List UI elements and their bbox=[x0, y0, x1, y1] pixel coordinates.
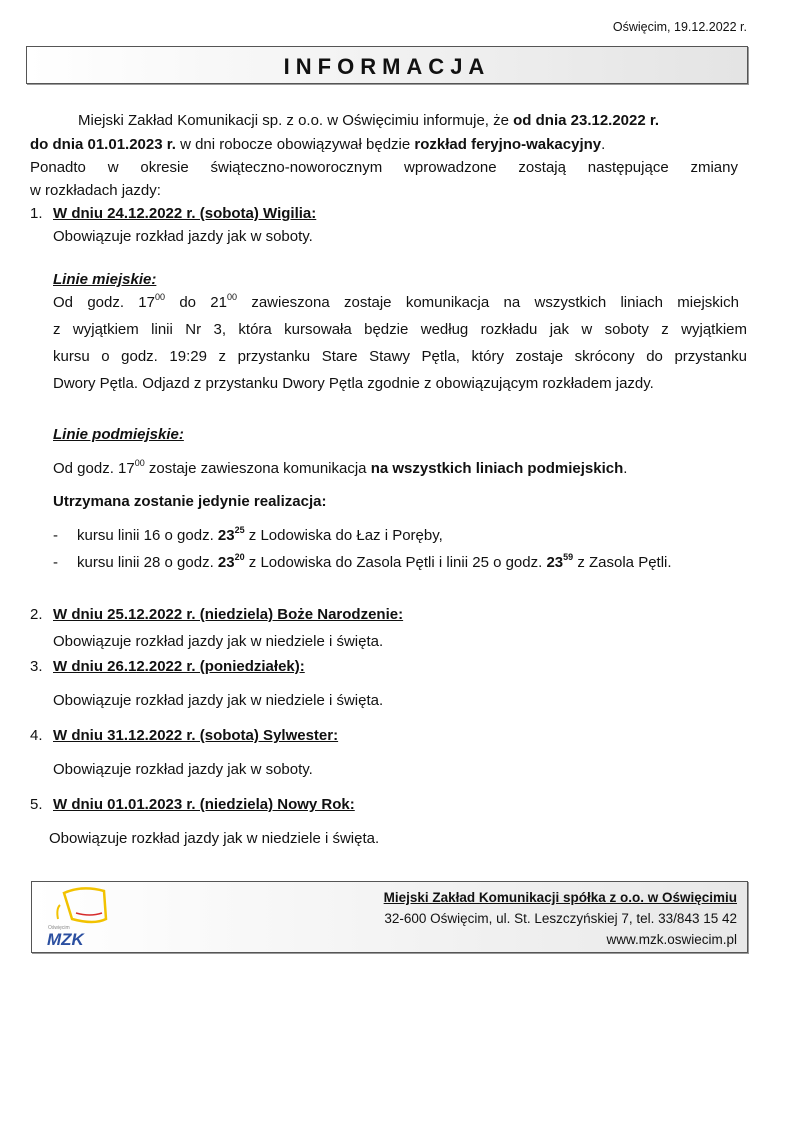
bullet-dash: - bbox=[53, 554, 58, 571]
miejskie-line-2: z wyjątkiem linii Nr 3, która kursowała będzie według rozkładu jak w soboty z wyjątkiem bbox=[53, 321, 747, 338]
text: zawieszona zostaje komunikacja na wszystkich liniach miejskich bbox=[237, 294, 739, 311]
title-banner bbox=[26, 46, 748, 84]
text: z Zasola Pętli. bbox=[573, 554, 672, 571]
intro-text: Miejski Zakład Komunikacji sp. z o.o. w Oświęcimiu informuje, że bbox=[78, 112, 514, 129]
logo-text: MZK bbox=[47, 930, 84, 949]
text: Od godz. 17 bbox=[53, 460, 135, 477]
item-2-number: 2. bbox=[30, 606, 43, 623]
text: z Lodowiska do Zasola Pętli i linii 25 o godz. bbox=[244, 554, 547, 571]
miejskie-line-4: Dwory Pętla. Odjazd z przystanku Dwory Pętla zgodnie z obowiązującym rozkładem jazdy. bbox=[53, 375, 654, 392]
item-2-text: Obowiązuje rozkład jazdy jak w niedziele i święta. bbox=[53, 633, 384, 650]
item-5-text: Obowiązuje rozkład jazdy jak w niedziele i święta. bbox=[49, 830, 380, 847]
footer-box bbox=[31, 881, 748, 953]
minutes: 59 bbox=[563, 552, 574, 562]
hour: 23 bbox=[217, 554, 235, 571]
intro-text: . bbox=[601, 136, 606, 153]
podmiejskie-subheading: Utrzymana zostanie jedynie realizacja: bbox=[53, 493, 327, 510]
bullet-2 bbox=[77, 552, 672, 573]
minutes: 25 bbox=[234, 525, 245, 535]
text: Od godz. 17 bbox=[53, 294, 155, 311]
footer-address: 32-600 Oświęcim, ul. St. Leszczyńskiej 7, tel. 33/843 15 42 bbox=[384, 911, 737, 926]
intro-schedule-type: rozkład feryjno-wakacyjny bbox=[414, 136, 602, 153]
miejskie-line-3: kursu o godz. 19:29 z przystanku Stare Stawy Pętla, który zostaje skrócony do przystanku bbox=[53, 348, 747, 365]
podmiejskie-heading: Linie podmiejskie: bbox=[53, 426, 184, 443]
item-5-number: 5. bbox=[30, 796, 43, 813]
item-4-number: 4. bbox=[30, 727, 43, 744]
item-3-heading: W dniu 26.12.2022 r. (poniedziałek): bbox=[53, 658, 305, 675]
item-2-heading: W dniu 25.12.2022 r. (niedziela) Boże Narodzenie: bbox=[53, 606, 404, 623]
text: zostaje zawieszona komunikacja bbox=[144, 460, 371, 477]
intro-date-from: od dnia 23.12.2022 r. bbox=[513, 112, 660, 129]
bullet-dash: - bbox=[53, 527, 58, 544]
intro-line-2 bbox=[30, 134, 605, 155]
miejskie-line-1 bbox=[53, 292, 739, 313]
bullet-1 bbox=[77, 525, 443, 546]
item-3-text: Obowiązuje rozkład jazdy jak w niedziele i święta. bbox=[53, 692, 384, 709]
logo-city: Oświęcim bbox=[48, 925, 70, 931]
item-4-text: Obowiązuje rozkład jazdy jak w soboty. bbox=[53, 761, 313, 778]
item-5-heading: W dniu 01.01.2023 r. (niedziela) Nowy Rok: bbox=[53, 796, 355, 813]
text-bold: na wszystkich liniach podmiejskich bbox=[370, 460, 624, 477]
text: do 21 bbox=[165, 294, 227, 311]
intro-date-to: do dnia 01.01.2023 r. bbox=[30, 136, 176, 153]
minutes: 00 bbox=[134, 458, 145, 468]
intro-line-4: w rozkładach jazdy: bbox=[30, 182, 161, 199]
text: . bbox=[623, 460, 628, 477]
podmiejskie-line-1 bbox=[53, 458, 627, 479]
intro-line-1 bbox=[78, 110, 659, 131]
text: kursu linii 28 o godz. bbox=[77, 554, 218, 571]
footer-company: Miejski Zakład Komunikacji spółka z o.o. w Oświęcimiu bbox=[383, 890, 737, 905]
item-1-number: 1. bbox=[30, 205, 43, 222]
item-4-heading: W dniu 31.12.2022 r. (sobota) Sylwester: bbox=[53, 727, 339, 744]
hour: 23 bbox=[546, 554, 564, 571]
bus-logo-icon bbox=[42, 885, 112, 949]
minutes: 20 bbox=[234, 552, 245, 562]
page-title: INFORMACJA bbox=[283, 54, 491, 79]
item-1-text: Obowiązuje rozkład jazdy jak w soboty. bbox=[53, 228, 313, 245]
text: z Lodowiska do Łaz i Poręby, bbox=[244, 527, 443, 544]
footer-website[interactable]: www.mzk.oswiecim.pl bbox=[606, 932, 737, 947]
hour: 23 bbox=[217, 527, 235, 544]
intro-line-3: Ponadto w okresie świąteczno-noworocznym wprowadzone zostają następujące zmiany bbox=[30, 159, 738, 176]
minutes: 00 bbox=[155, 292, 166, 302]
miejskie-heading: Linie miejskie: bbox=[53, 271, 157, 288]
text: kursu linii 16 o godz. bbox=[77, 527, 218, 544]
minutes: 00 bbox=[227, 292, 238, 302]
item-1-heading: W dniu 24.12.2022 r. (sobota) Wigilia: bbox=[53, 205, 317, 222]
item-3-number: 3. bbox=[30, 658, 43, 675]
intro-text: w dni robocze obowiązywał będzie bbox=[175, 136, 415, 153]
document-date: Oświęcim, 19.12.2022 r. bbox=[612, 20, 747, 34]
mzk-logo bbox=[42, 885, 112, 949]
